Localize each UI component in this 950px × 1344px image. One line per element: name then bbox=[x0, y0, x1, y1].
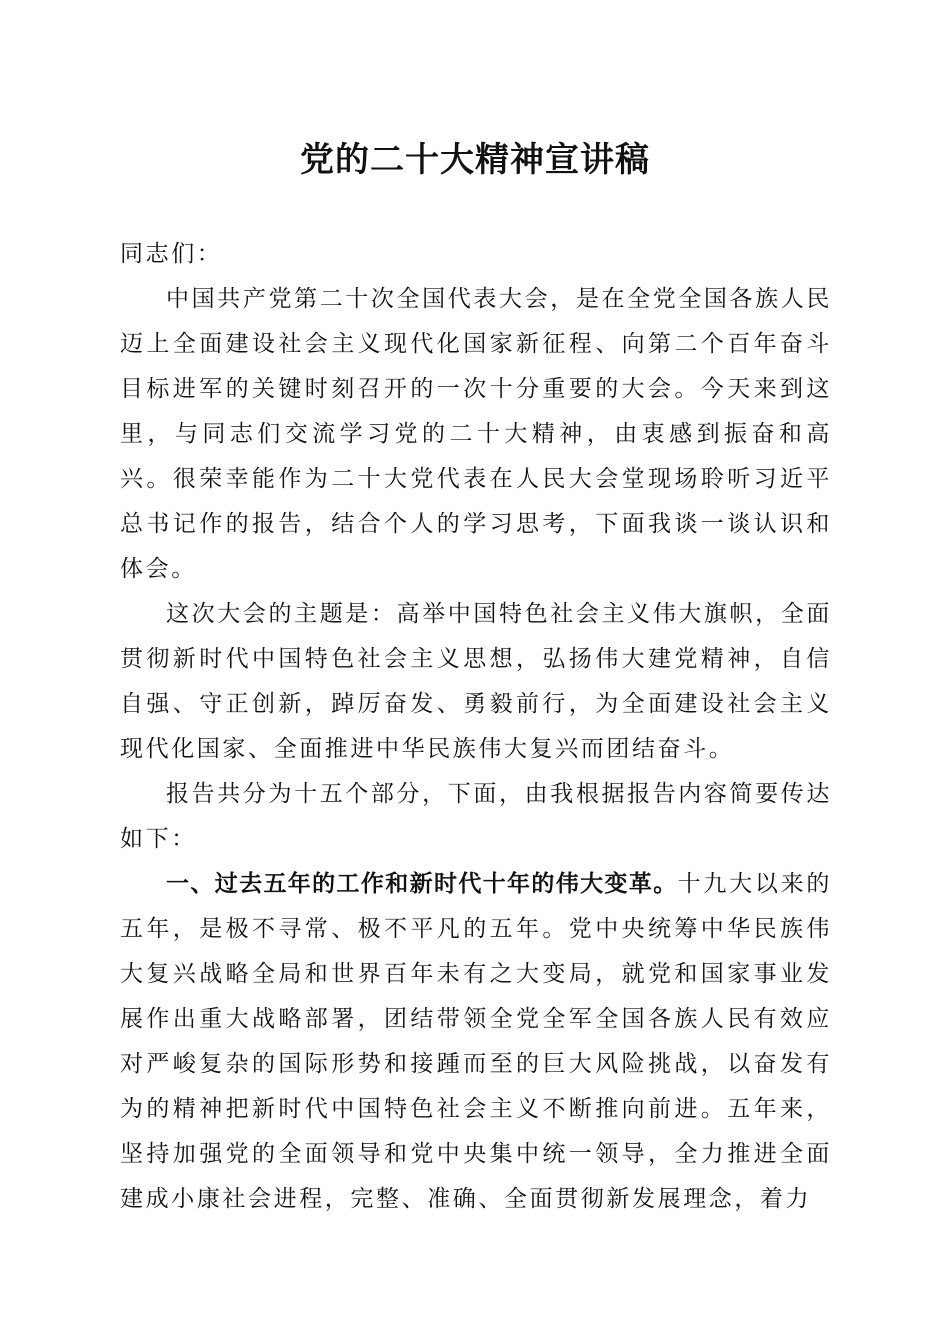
paragraph-intro: 中国共产党第二十次全国代表大会，是在全党全国各族人民迈上全面建设社会主义现代化国家新征程、向第二个百年奋斗目标进军的关键时刻召开的一次十分重要的大会。今天来到这里，与同志们交流学习党的二十大精神，由衷感到振奋和高兴。很荣幸能作为二十大党代表在人民大会堂现场聆听习近平总书记作的报告，结合个人的学习思考，下面我谈一谈认识和体会。 bbox=[120, 286, 832, 582]
section-1-heading: 一、过去五年的工作和新时代十年的伟大变革。 bbox=[166, 871, 678, 897]
paragraph-outline: 报告共分为十五个部分，下面，由我根据报告内容简要传达如下： bbox=[120, 781, 832, 852]
document-body bbox=[120, 232, 832, 1222]
paragraph-theme: 这次大会的主题是：高举中国特色社会主义伟大旗帜，全面贯彻新时代中国特色社会主义思想，弘扬伟大建党精神，自信自强、守正创新，踔厉奋发、勇毅前行，为全面建设社会主义现代化国家、全面推进中华民族伟大复兴而团结奋斗。 bbox=[120, 601, 832, 762]
document-title: 党的二十大精神宣讲稿 bbox=[300, 140, 650, 180]
salutation: 同志们： bbox=[120, 241, 223, 267]
section-1-paragraph bbox=[120, 862, 832, 1222]
section-1-text: 十九大以来的五年，是极不寻常、极不平凡的五年。党中央统筹中华民族伟大复兴战略全局和世界百年未有之大变局，就党和国家事业发展作出重大战略部署，团结带领全党全军全国各族人民有效应对严峻复杂的国际形势和接踵而至的巨大风险挑战，以奋发有为的精神把新时代中国特色社会主义不断推向前进。五年来，坚持加强党的全面领导和党中央集中统一领导，全力推进全面建成小康社会进程，完整、准确、全面贯彻新发展理念，着力 bbox=[120, 871, 832, 1212]
